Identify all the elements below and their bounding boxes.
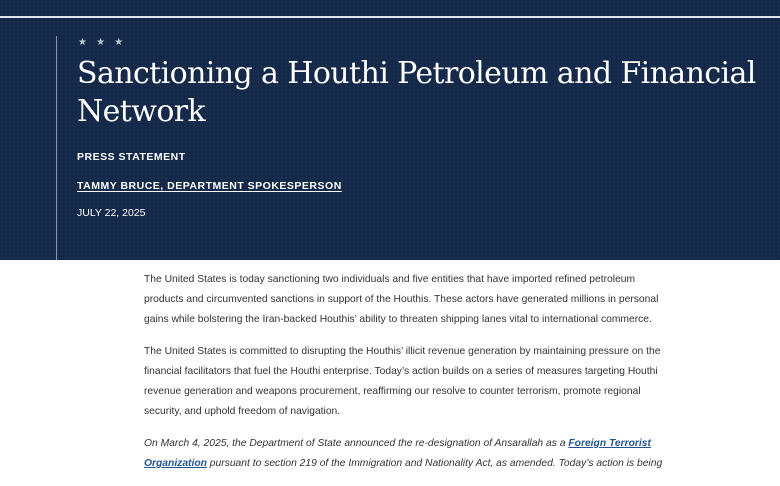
body-paragraph-1: The United States is today sanctioning two individuals and five entities that have imported refined petroleum products and circumvented sanctions in support of the Houthis. These actors have generated millions in personal gains while bolstering the Iran-backed Houthis’ ability to threaten shipping lanes vital to international commerce. (144, 274, 659, 325)
foreign-terrorist-organization-link[interactable]: Foreign Terrorist Organization (144, 438, 651, 469)
publish-date: JULY 22, 2025 (77, 207, 146, 219)
article-body (144, 270, 664, 486)
vertical-divider (56, 36, 57, 260)
stars-icon: ★ ★ ★ (78, 37, 127, 48)
author-link[interactable]: TAMMY BRUCE, DEPARTMENT SPOKESPERSON (77, 180, 342, 192)
body-paragraph-3 (144, 434, 664, 474)
top-divider (0, 16, 780, 18)
article-type-label: PRESS STATEMENT (77, 151, 186, 163)
body-paragraph-3-prefix: On March 4, 2025, the Department of State announced the re-designation of Ansarallah as a (144, 438, 569, 449)
body-paragraph-2: The United States is committed to disrupting the Houthis’ illicit revenue generation by maintaining pressure on the financial facilitators that fuel the Houthi enterprise. Today’s action builds on a series of measures targeting Houthi revenue generation and weapons procurement, reaffirming our resolve to counter terrorism, promote regional security, and uphold freedom of navigation. (144, 346, 661, 417)
page-title: Sanctioning a Houthi Petroleum and Financial Network (77, 56, 756, 129)
body-paragraph-3-suffix: pursuant to section 219 of the Immigration and Nationality Act, as amended. Today’s action is being (206, 458, 663, 469)
